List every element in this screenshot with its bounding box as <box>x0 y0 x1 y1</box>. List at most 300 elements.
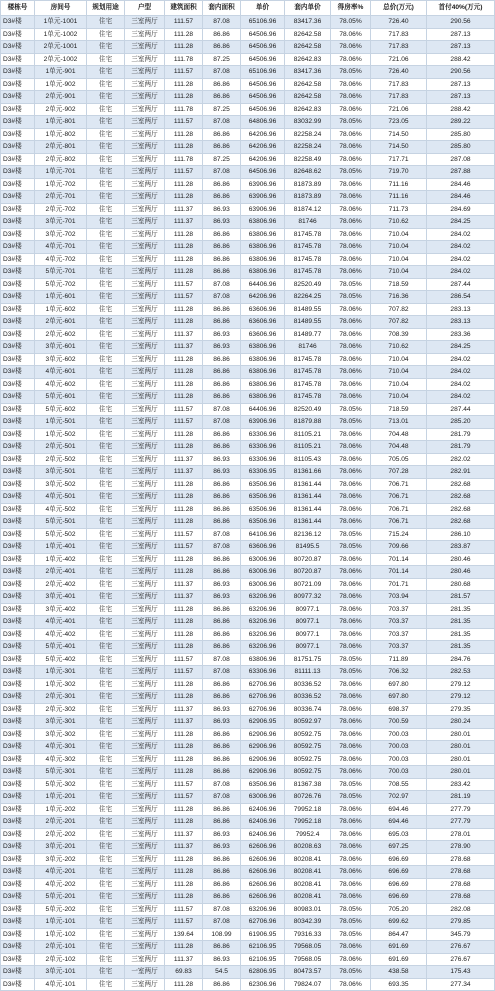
net-unit-price-cell: 81105.21 <box>285 428 331 441</box>
net-unit-price-cell: 80342.39 <box>285 916 331 929</box>
table-row <box>1 153 495 166</box>
total-price-cell: 710.62 <box>371 341 427 354</box>
efficiency-cell: 78.06% <box>331 191 371 204</box>
gross-area-cell: 111.28 <box>165 478 203 491</box>
usage-cell: 住宅 <box>87 291 125 304</box>
table-row <box>1 553 495 566</box>
net-unit-price-cell: 79952.4 <box>285 828 331 841</box>
unit-price-cell: 63306.96 <box>241 666 285 679</box>
usage-cell: 住宅 <box>87 228 125 241</box>
gross-area-cell: 111.28 <box>165 816 203 829</box>
layout-cell: 三室两厅 <box>125 41 165 54</box>
table-row <box>1 928 495 941</box>
gross-area-cell: 111.37 <box>165 453 203 466</box>
building-cell: D3#楼 <box>1 891 35 904</box>
layout-cell: 三室两厅 <box>125 728 165 741</box>
building-cell: D3#楼 <box>1 816 35 829</box>
header-row <box>1 1 495 16</box>
layout-cell: 三室两厅 <box>125 16 165 29</box>
net-unit-price-cell: 83032.99 <box>285 116 331 129</box>
total-price-cell: 710.04 <box>371 378 427 391</box>
gross-area-cell: 111.57 <box>165 541 203 554</box>
efficiency-cell: 78.06% <box>331 716 371 729</box>
net-area-cell: 86.86 <box>203 503 241 516</box>
down-payment-cell: 287.08 <box>427 153 495 166</box>
total-price-cell: 695.03 <box>371 828 427 841</box>
total-price-cell: 700.03 <box>371 753 427 766</box>
total-price-cell: 717.83 <box>371 28 427 41</box>
net-area-cell: 86.93 <box>203 453 241 466</box>
gross-area-cell: 111.28 <box>165 441 203 454</box>
room-cell: 4单元-602 <box>35 378 87 391</box>
down-payment-cell: 278.90 <box>427 841 495 854</box>
total-price-cell: 723.05 <box>371 116 427 129</box>
down-payment-cell: 278.01 <box>427 828 495 841</box>
unit-price-cell: 62106.95 <box>241 953 285 966</box>
total-price-cell: 710.04 <box>371 241 427 254</box>
net-unit-price-cell: 81745.78 <box>285 253 331 266</box>
table-row <box>1 416 495 429</box>
table-row <box>1 291 495 304</box>
net-area-cell: 86.93 <box>203 578 241 591</box>
net-unit-price-cell: 81745.78 <box>285 241 331 254</box>
total-price-cell: 717.83 <box>371 41 427 54</box>
total-price-cell: 707.28 <box>371 466 427 479</box>
building-cell: D3#楼 <box>1 28 35 41</box>
layout-cell: 三室两厅 <box>125 478 165 491</box>
room-cell: 1单元-702 <box>35 178 87 191</box>
net-area-cell: 86.86 <box>203 478 241 491</box>
gross-area-cell: 111.28 <box>165 228 203 241</box>
room-cell: 3单元-602 <box>35 353 87 366</box>
usage-cell: 住宅 <box>87 216 125 229</box>
total-price-cell: 699.62 <box>371 916 427 929</box>
room-cell: 5单元-502 <box>35 528 87 541</box>
efficiency-cell: 78.05% <box>331 666 371 679</box>
usage-cell: 住宅 <box>87 141 125 154</box>
unit-price-cell: 64206.96 <box>241 128 285 141</box>
usage-cell: 住宅 <box>87 266 125 279</box>
layout-cell: 三室两厅 <box>125 578 165 591</box>
gross-area-cell: 111.37 <box>165 328 203 341</box>
usage-cell: 住宅 <box>87 853 125 866</box>
building-cell: D3#楼 <box>1 553 35 566</box>
usage-cell: 住宅 <box>87 728 125 741</box>
net-unit-price-cell: 80721.09 <box>285 578 331 591</box>
gross-area-cell: 111.37 <box>165 953 203 966</box>
usage-cell: 住宅 <box>87 916 125 929</box>
gross-area-cell: 111.57 <box>165 416 203 429</box>
building-cell: D3#楼 <box>1 853 35 866</box>
net-unit-price-cell: 80208.41 <box>285 853 331 866</box>
room-cell: 3单元-201 <box>35 841 87 854</box>
layout-cell: 三室两厅 <box>125 278 165 291</box>
efficiency-cell: 78.05% <box>331 903 371 916</box>
usage-cell: 住宅 <box>87 653 125 666</box>
down-payment-cell: 280.01 <box>427 728 495 741</box>
unit-price-cell: 63606.96 <box>241 541 285 554</box>
efficiency-cell: 78.05% <box>331 66 371 79</box>
layout-cell: 三室两厅 <box>125 178 165 191</box>
gross-area-cell: 111.28 <box>165 566 203 579</box>
net-unit-price-cell: 81746 <box>285 216 331 229</box>
layout-cell: 三室两厅 <box>125 666 165 679</box>
net-unit-price-cell: 80592.75 <box>285 728 331 741</box>
gross-area-cell: 111.57 <box>165 653 203 666</box>
net-unit-price-cell: 82642.58 <box>285 91 331 104</box>
efficiency-cell: 78.05% <box>331 116 371 129</box>
table-row <box>1 478 495 491</box>
efficiency-cell: 78.05% <box>331 278 371 291</box>
net-area-cell: 86.86 <box>203 628 241 641</box>
room-cell: 3单元-501 <box>35 466 87 479</box>
efficiency-cell: 78.06% <box>331 128 371 141</box>
building-cell: D3#楼 <box>1 953 35 966</box>
room-cell: 1单元-602 <box>35 303 87 316</box>
unit-price-cell: 63806.96 <box>241 353 285 366</box>
efficiency-cell: 78.06% <box>331 391 371 404</box>
total-price-cell: 707.82 <box>371 303 427 316</box>
table-row <box>1 66 495 79</box>
total-price-cell: 693.35 <box>371 978 427 991</box>
room-cell: 2单元-101 <box>35 941 87 954</box>
total-price-cell: 710.04 <box>371 366 427 379</box>
total-price-cell: 710.04 <box>371 228 427 241</box>
efficiency-cell: 78.06% <box>331 766 371 779</box>
down-payment-cell: 276.67 <box>427 941 495 954</box>
efficiency-cell: 78.06% <box>331 316 371 329</box>
layout-cell: 一室两厅 <box>125 966 165 979</box>
room-cell: 1单元-301 <box>35 666 87 679</box>
unit-price-cell: 64506.96 <box>241 91 285 104</box>
table-row <box>1 28 495 41</box>
room-cell: 1单元-101 <box>35 916 87 929</box>
usage-cell: 住宅 <box>87 428 125 441</box>
usage-cell: 住宅 <box>87 478 125 491</box>
total-price-cell: 703.37 <box>371 616 427 629</box>
layout-cell: 三室两厅 <box>125 191 165 204</box>
total-price-cell: 710.04 <box>371 266 427 279</box>
net-unit-price-cell: 79316.33 <box>285 928 331 941</box>
room-cell: 5单元-201 <box>35 891 87 904</box>
net-area-cell: 87.08 <box>203 291 241 304</box>
usage-cell: 住宅 <box>87 503 125 516</box>
efficiency-cell: 78.06% <box>331 353 371 366</box>
unit-price-cell: 63206.96 <box>241 903 285 916</box>
building-cell: D3#楼 <box>1 178 35 191</box>
total-price-cell: 726.40 <box>371 66 427 79</box>
net-unit-price-cell: 79952.18 <box>285 816 331 829</box>
table-row <box>1 141 495 154</box>
usage-cell: 住宅 <box>87 953 125 966</box>
efficiency-cell: 78.06% <box>331 516 371 529</box>
unit-price-cell: 63206.96 <box>241 628 285 641</box>
net-area-cell: 86.86 <box>203 378 241 391</box>
total-price-cell: 714.50 <box>371 141 427 154</box>
efficiency-cell: 78.06% <box>331 953 371 966</box>
total-price-cell: 696.69 <box>371 878 427 891</box>
efficiency-cell: 78.05% <box>331 541 371 554</box>
unit-price-cell: 62606.96 <box>241 853 285 866</box>
net-area-cell: 86.86 <box>203 678 241 691</box>
unit-price-cell: 63006.96 <box>241 578 285 591</box>
total-price-cell: 708.39 <box>371 328 427 341</box>
unit-price-cell: 63506.96 <box>241 516 285 529</box>
efficiency-cell: 78.05% <box>331 778 371 791</box>
down-payment-cell: 284.02 <box>427 366 495 379</box>
building-cell: D3#楼 <box>1 803 35 816</box>
room-cell: 4单元-701 <box>35 241 87 254</box>
unit-price-cell: 63006.96 <box>241 553 285 566</box>
unit-price-cell: 64506.96 <box>241 53 285 66</box>
table-row <box>1 191 495 204</box>
total-price-cell: 706.71 <box>371 503 427 516</box>
net-unit-price-cell: 80977.32 <box>285 591 331 604</box>
gross-area-cell: 111.57 <box>165 666 203 679</box>
net-area-cell: 86.86 <box>203 178 241 191</box>
layout-cell: 三室两厅 <box>125 953 165 966</box>
gross-area-cell: 111.28 <box>165 128 203 141</box>
table-row <box>1 41 495 54</box>
unit-price-cell: 63506.96 <box>241 478 285 491</box>
room-cell: 1单元-1002 <box>35 28 87 41</box>
efficiency-cell: 78.06% <box>331 691 371 704</box>
usage-cell: 住宅 <box>87 416 125 429</box>
gross-area-cell: 111.28 <box>165 366 203 379</box>
total-price-cell: 697.80 <box>371 678 427 691</box>
efficiency-cell: 78.06% <box>331 578 371 591</box>
layout-cell: 三室两厅 <box>125 153 165 166</box>
efficiency-cell: 78.06% <box>331 466 371 479</box>
usage-cell: 住宅 <box>87 891 125 904</box>
building-cell: D3#楼 <box>1 53 35 66</box>
net-area-cell: 86.86 <box>203 741 241 754</box>
table-row <box>1 453 495 466</box>
efficiency-cell: 78.06% <box>331 678 371 691</box>
table-row <box>1 253 495 266</box>
table-row <box>1 666 495 679</box>
efficiency-cell: 78.06% <box>331 228 371 241</box>
layout-cell: 三室两厅 <box>125 341 165 354</box>
table-row <box>1 216 495 229</box>
down-payment-cell: 284.76 <box>427 653 495 666</box>
net-unit-price-cell: 82136.12 <box>285 528 331 541</box>
net-unit-price-cell: 82642.83 <box>285 103 331 116</box>
room-cell: 3单元-701 <box>35 216 87 229</box>
down-payment-cell: 281.35 <box>427 628 495 641</box>
efficiency-cell: 78.06% <box>331 241 371 254</box>
usage-cell: 住宅 <box>87 691 125 704</box>
gross-area-cell: 111.78 <box>165 103 203 116</box>
table-row <box>1 753 495 766</box>
efficiency-cell: 78.06% <box>331 866 371 879</box>
layout-cell: 三室两厅 <box>125 653 165 666</box>
efficiency-cell: 78.06% <box>331 978 371 991</box>
net-unit-price-cell: 80592.75 <box>285 741 331 754</box>
building-cell: D3#楼 <box>1 316 35 329</box>
usage-cell: 住宅 <box>87 566 125 579</box>
total-price-cell: 706.32 <box>371 666 427 679</box>
unit-price-cell: 62406.96 <box>241 803 285 816</box>
net-area-cell: 86.86 <box>203 41 241 54</box>
total-price-cell: 711.73 <box>371 203 427 216</box>
efficiency-cell: 78.06% <box>331 103 371 116</box>
down-payment-cell: 284.46 <box>427 178 495 191</box>
down-payment-cell: 284.25 <box>427 341 495 354</box>
room-cell: 3单元-302 <box>35 728 87 741</box>
unit-price-cell: 62606.96 <box>241 866 285 879</box>
unit-price-cell: 63206.96 <box>241 591 285 604</box>
room-cell: 2单元-502 <box>35 453 87 466</box>
room-cell: 3单元-601 <box>35 341 87 354</box>
gross-area-cell: 111.28 <box>165 866 203 879</box>
room-cell: 1单元-501 <box>35 416 87 429</box>
building-cell: D3#楼 <box>1 966 35 979</box>
column-header: 建筑面积 <box>165 1 203 16</box>
table-row <box>1 278 495 291</box>
unit-price-cell: 62606.96 <box>241 878 285 891</box>
table-row <box>1 941 495 954</box>
unit-price-cell: 62806.95 <box>241 966 285 979</box>
total-price-cell: 700.03 <box>371 741 427 754</box>
room-cell: 2单元-201 <box>35 816 87 829</box>
net-unit-price-cell: 80473.57 <box>285 966 331 979</box>
room-cell: 5单元-302 <box>35 778 87 791</box>
net-area-cell: 108.99 <box>203 928 241 941</box>
table-row <box>1 803 495 816</box>
room-cell: 3单元-702 <box>35 228 87 241</box>
table-row <box>1 741 495 754</box>
down-payment-cell: 280.46 <box>427 566 495 579</box>
net-unit-price-cell: 81495.5 <box>285 541 331 554</box>
room-cell: 3单元-301 <box>35 716 87 729</box>
room-cell: 1单元-901 <box>35 66 87 79</box>
efficiency-cell: 78.06% <box>331 941 371 954</box>
room-cell: 2单元-501 <box>35 441 87 454</box>
room-cell: 4单元-401 <box>35 616 87 629</box>
unit-price-cell: 63206.96 <box>241 616 285 629</box>
net-unit-price-cell: 81751.75 <box>285 653 331 666</box>
net-area-cell: 87.25 <box>203 103 241 116</box>
total-price-cell: 721.06 <box>371 103 427 116</box>
net-area-cell: 86.86 <box>203 316 241 329</box>
building-cell: D3#楼 <box>1 41 35 54</box>
down-payment-cell: 283.13 <box>427 303 495 316</box>
usage-cell: 住宅 <box>87 191 125 204</box>
usage-cell: 住宅 <box>87 966 125 979</box>
efficiency-cell: 78.05% <box>331 916 371 929</box>
room-cell: 2单元-902 <box>35 103 87 116</box>
building-cell: D3#楼 <box>1 116 35 129</box>
usage-cell: 住宅 <box>87 128 125 141</box>
unit-price-cell: 64206.96 <box>241 141 285 154</box>
building-cell: D3#楼 <box>1 841 35 854</box>
room-cell: 1单元-102 <box>35 928 87 941</box>
efficiency-cell: 78.05% <box>331 966 371 979</box>
down-payment-cell: 281.79 <box>427 441 495 454</box>
down-payment-cell: 287.13 <box>427 91 495 104</box>
net-unit-price-cell: 79568.05 <box>285 953 331 966</box>
net-area-cell: 87.08 <box>203 416 241 429</box>
net-unit-price-cell: 80208.63 <box>285 841 331 854</box>
unit-price-cell: 64206.96 <box>241 153 285 166</box>
room-cell: 4单元-301 <box>35 741 87 754</box>
down-payment-cell: 280.46 <box>427 553 495 566</box>
net-area-cell: 86.86 <box>203 766 241 779</box>
down-payment-cell: 279.12 <box>427 678 495 691</box>
down-payment-cell: 280.01 <box>427 741 495 754</box>
gross-area-cell: 111.28 <box>165 41 203 54</box>
net-area-cell: 86.93 <box>203 716 241 729</box>
down-payment-cell: 290.56 <box>427 66 495 79</box>
room-cell: 3单元-202 <box>35 853 87 866</box>
room-cell: 2单元-701 <box>35 191 87 204</box>
building-cell: D3#楼 <box>1 791 35 804</box>
down-payment-cell: 285.80 <box>427 141 495 154</box>
unit-price-cell: 64106.96 <box>241 528 285 541</box>
gross-area-cell: 111.28 <box>165 616 203 629</box>
table-row <box>1 528 495 541</box>
total-price-cell: 438.58 <box>371 966 427 979</box>
down-payment-cell: 282.68 <box>427 491 495 504</box>
down-payment-cell: 282.08 <box>427 903 495 916</box>
efficiency-cell: 78.06% <box>331 378 371 391</box>
table-row <box>1 428 495 441</box>
net-unit-price-cell: 82264.25 <box>285 291 331 304</box>
net-area-cell: 86.86 <box>203 978 241 991</box>
net-area-cell: 86.86 <box>203 391 241 404</box>
building-cell: D3#楼 <box>1 666 35 679</box>
net-unit-price-cell: 80336.52 <box>285 691 331 704</box>
room-cell: 5单元-702 <box>35 278 87 291</box>
unit-price-cell: 63206.96 <box>241 603 285 616</box>
down-payment-cell: 278.68 <box>427 866 495 879</box>
table-body <box>1 16 495 991</box>
net-area-cell: 86.86 <box>203 141 241 154</box>
down-payment-cell: 284.25 <box>427 216 495 229</box>
net-unit-price-cell: 80592.75 <box>285 753 331 766</box>
room-cell: 4单元-402 <box>35 628 87 641</box>
building-cell: D3#楼 <box>1 641 35 654</box>
unit-price-cell: 64406.96 <box>241 278 285 291</box>
net-unit-price-cell: 81745.78 <box>285 366 331 379</box>
room-cell: 2单元-1001 <box>35 41 87 54</box>
efficiency-cell: 78.06% <box>331 703 371 716</box>
net-unit-price-cell: 81746 <box>285 341 331 354</box>
usage-cell: 住宅 <box>87 978 125 991</box>
column-header: 总价(万元) <box>371 1 427 16</box>
layout-cell: 三室两厅 <box>125 591 165 604</box>
gross-area-cell: 111.57 <box>165 166 203 179</box>
room-cell: 2单元-302 <box>35 703 87 716</box>
usage-cell: 住宅 <box>87 816 125 829</box>
down-payment-cell: 284.69 <box>427 203 495 216</box>
table-row <box>1 128 495 141</box>
net-area-cell: 86.86 <box>203 878 241 891</box>
efficiency-cell: 78.06% <box>331 453 371 466</box>
total-price-cell: 709.66 <box>371 541 427 554</box>
total-price-cell: 711.16 <box>371 191 427 204</box>
net-unit-price-cell: 81873.89 <box>285 178 331 191</box>
building-cell: D3#楼 <box>1 78 35 91</box>
net-area-cell: 86.86 <box>203 303 241 316</box>
net-area-cell: 87.08 <box>203 403 241 416</box>
efficiency-cell: 78.06% <box>331 891 371 904</box>
usage-cell: 住宅 <box>87 341 125 354</box>
down-payment-cell: 288.42 <box>427 53 495 66</box>
layout-cell: 三室两厅 <box>125 791 165 804</box>
efficiency-cell: 78.06% <box>331 803 371 816</box>
